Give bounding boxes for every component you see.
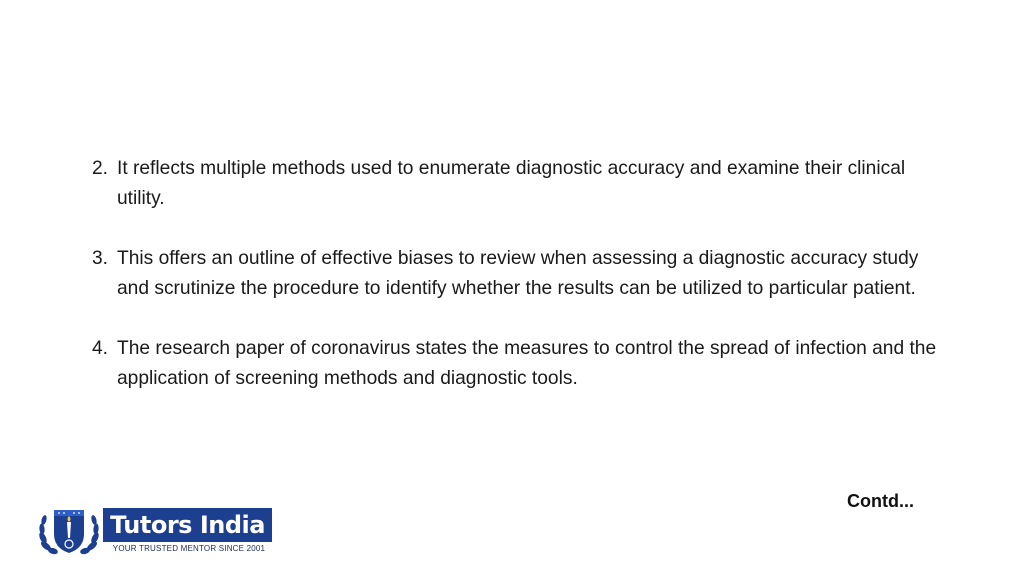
item-text: It reflects multiple methods used to enumerate diagnostic accuracy and examine their clinical utility.	[117, 158, 906, 209]
item-number: 4.	[92, 338, 109, 359]
numbered-list	[92, 154, 952, 424]
tutors-india-logo	[36, 504, 276, 556]
logo-tagline: YOUR TRUSTED MENTOR SINCE 2001	[112, 544, 266, 553]
logo-name: Tutors India	[110, 511, 265, 539]
list-item	[92, 244, 952, 304]
list-item	[92, 154, 952, 214]
item-number: 2.	[92, 158, 109, 179]
item-text: This offers an outline of effective biases to review when assessing a diagnostic accuracy study and scrutinize the procedure to identify whether the results can be utilized to particular patient.	[117, 248, 919, 299]
laurel-emblem-icon	[36, 504, 102, 556]
item-number: 3.	[92, 248, 109, 269]
logo-name-box	[103, 508, 272, 542]
list-item	[92, 334, 952, 394]
item-text: The research paper of coronavirus states the measures to control the spread of infection and the application of screening methods and diagnostic tools.	[117, 338, 937, 389]
continued-label: Contd...	[847, 491, 914, 511]
